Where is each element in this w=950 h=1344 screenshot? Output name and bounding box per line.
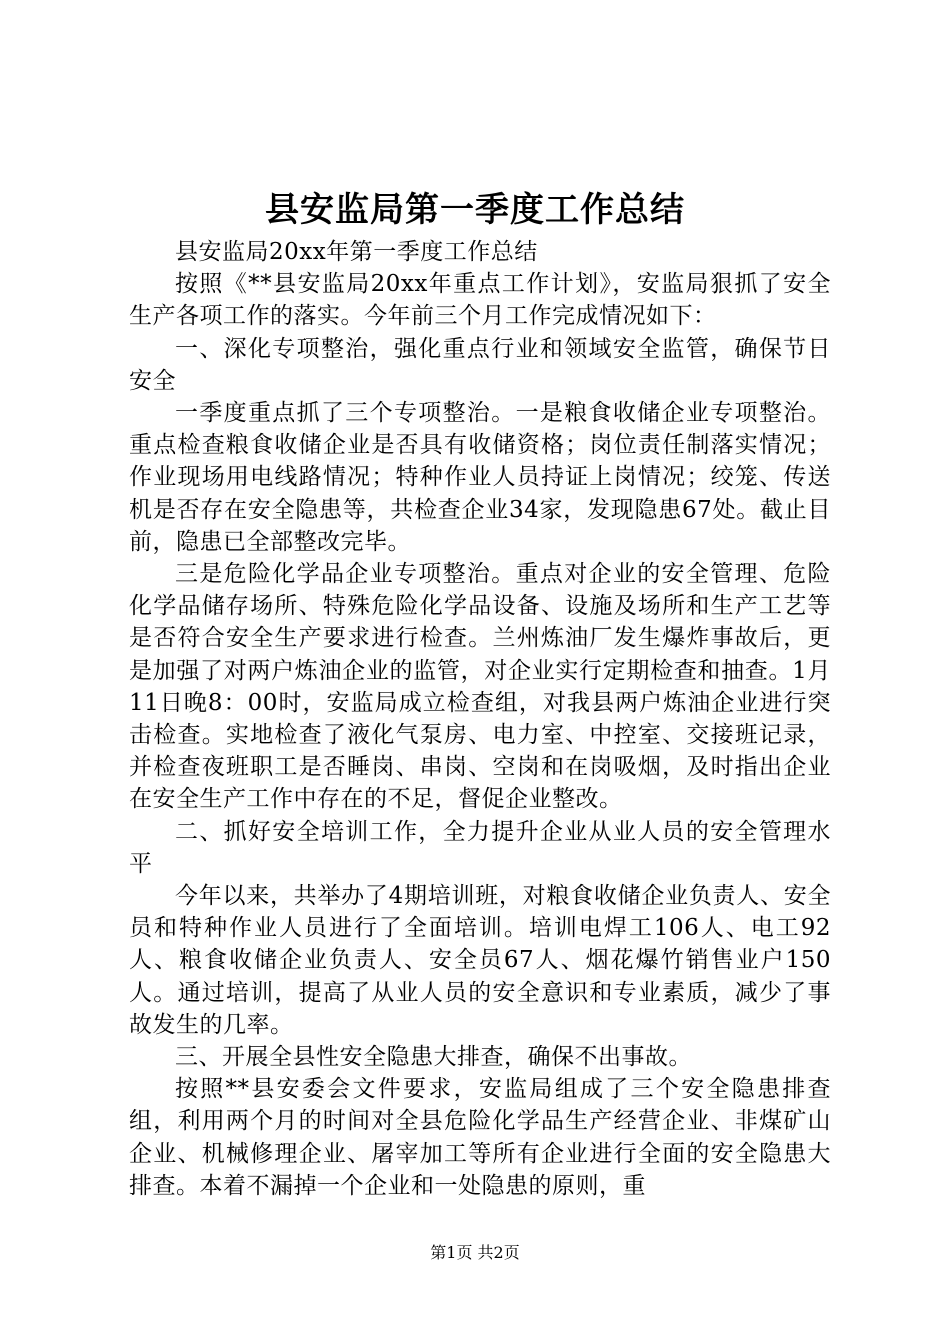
paragraph: 一季度重点抓了三个专项整治。一是粮食收储企业专项整治。重点检查粮食收储企业是否具有收储资格；岗位责任制落实情况；作业现场用电线路情况；特种作业人员持证上岗情况；绞笼、传送机是否存在安全隐患等，共检查企业34家，发现隐患67处。截止目前，隐患已全部整改完毕。 — [129, 400, 831, 555]
paragraph-intro: 按照《**县安监局20xx年重点工作计划》，安监局狠抓了安全生产各项工作的落实。今年前三个月工作完成情况如下： — [129, 271, 831, 330]
document-title: 县安监局第一季度工作总结 — [265, 190, 685, 230]
section-heading-3: 三、开展全县性安全隐患大排查，确保不出事故。 — [175, 1044, 692, 1071]
section-heading-1: 一、深化专项整治，强化重点行业和领域安全监管，确保节日安全 — [129, 335, 831, 394]
paragraph: 今年以来，共举办了4期培训班，对粮食收储企业负责人、安全员和特种作业人员进行了全面培训。培训电焊工106人、电工92人、粮食收储企业负责人、安全员67人、烟花爆竹销售业户150人。通过培训，提高了从业人员的安全意识和专业素质，减少了事故发生的几率。 — [129, 883, 831, 1038]
paragraph: 三是危险化学品企业专项整治。重点对企业的安全管理、危险化学品储存场所、特殊危险化学品设备、设施及场所和生产工艺等是否符合安全生产要求进行检查。兰州炼油厂发生爆炸事故后，更是加强了对两户炼油企业的监管，对企业实行定期检查和抽查。1月11日晚8：00时，安监局成立检查组，对我县两户炼油企业进行突击检查。实地检查了液化气泵房、电力室、中控室、交接班记录，并检查夜班职工是否睡岗、串岗、空岗和在岗吸烟，及时指出企业在安全生产工作中存在的不足，督促企业整改。 — [129, 561, 831, 813]
paragraph: 按照**县安委会文件要求，安监局组成了三个安全隐患排查组，利用两个月的时间对全县危险化学品生产经营企业、非煤矿山企业、机械修理企业、屠宰加工等所有企业进行全面的安全隐患大排查。本着不漏掉一个企业和一处隐患的原则，重 — [129, 1076, 831, 1199]
document-body — [129, 236, 831, 1202]
paragraph-subtitle: 县安监局20xx年第一季度工作总结 — [175, 239, 538, 265]
page-number-footer: 第1页 共2页 — [430, 1243, 520, 1262]
section-heading-2: 二、抓好安全培训工作，全力提升企业从业人员的安全管理水平 — [129, 818, 831, 877]
